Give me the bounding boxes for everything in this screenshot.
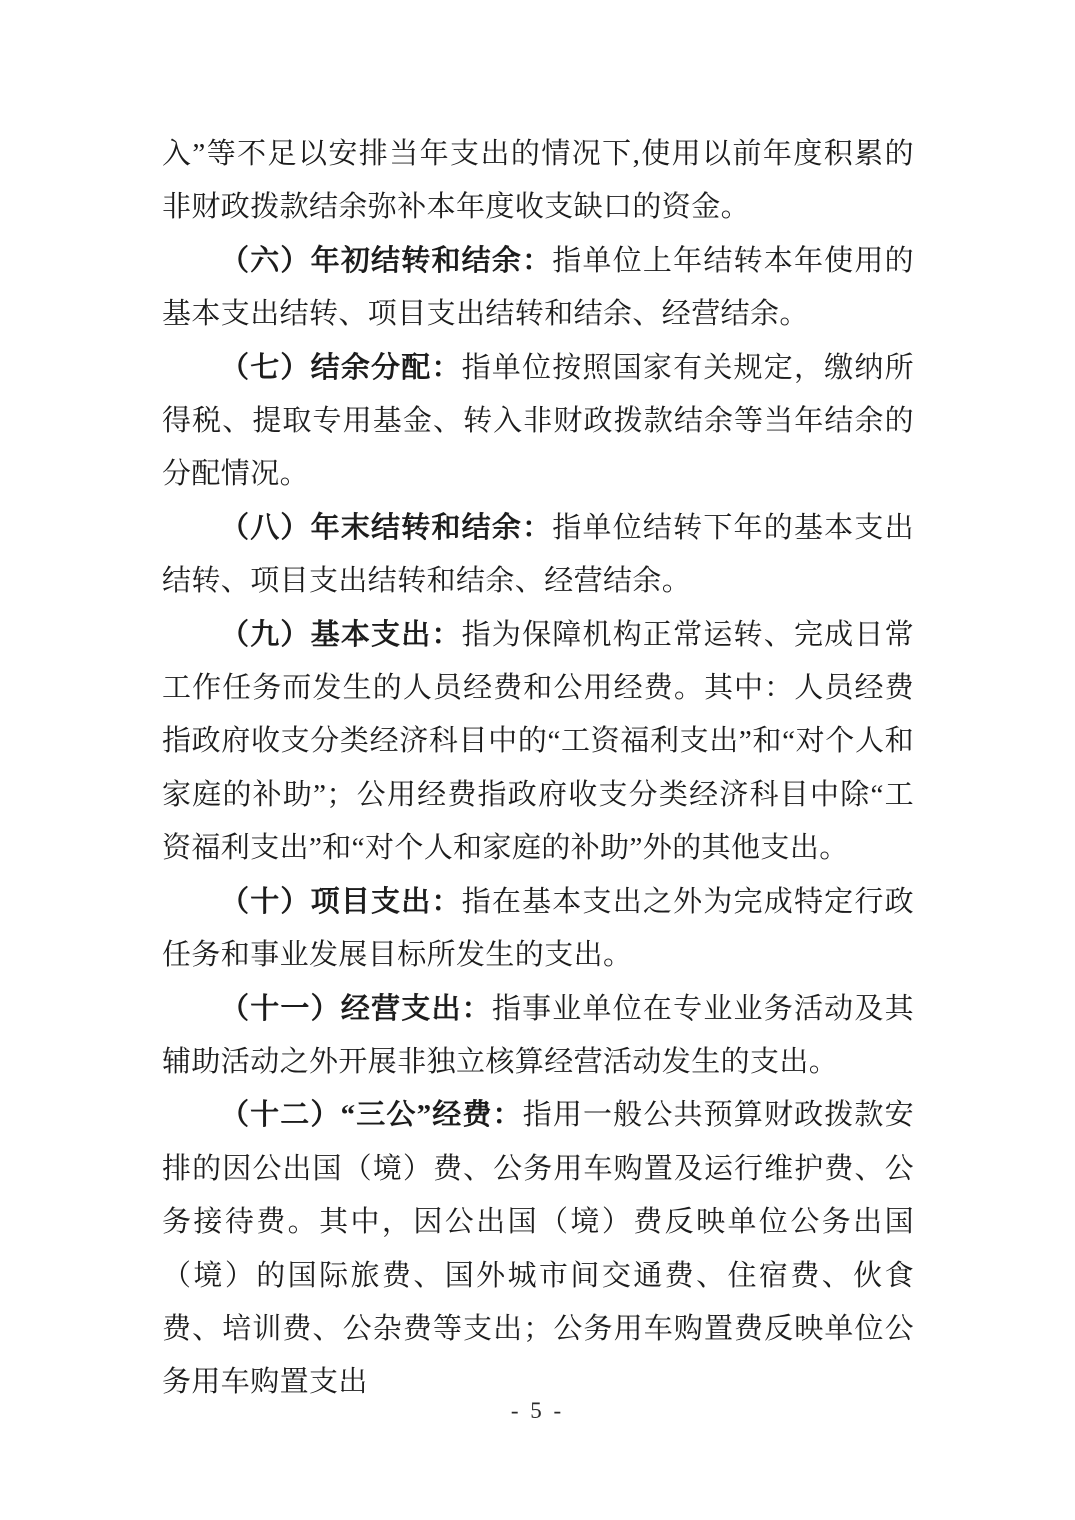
page-number: - 5 - [510,1398,565,1423]
paragraph [162,983,914,1090]
paragraph-text: 指单位结转下年的基本支出结转、项目支出结转和结余、经营结余。 [162,511,914,598]
paragraph-label: （八）年末结转和结余： [220,511,553,544]
paragraph-label: （七）结余分配： [220,351,462,384]
paragraph-text: 指在基本支出之外为完成特定行政任务和事业发展目标所发生的支出。 [162,885,914,972]
paragraph-text: 指用一般公共预算财政拨款安排的因公出国（境）费、公务用车购置及运行维护费、公务接待费。其中，因公出国（境）费反映单位公务出国（境）的国际旅费、国外城市间交通费、住宿费、伙食费、培训费、公杂费等支出；公务用车购置费反映单位公务用车购置支出 [162,1099,914,1399]
paragraph [162,235,914,342]
paragraph-text: 指单位上年结转本年使用的基本支出结转、项目支出结转和结余、经营结余。 [162,244,914,331]
paragraph-text: 入”等不足以安排当年支出的情况下,使用以前年度积累的非财政拨款结余弥补本年度收支缺口的资金。 [162,138,914,224]
paragraph [162,128,914,235]
paragraph-label: （九）基本支出： [220,618,462,651]
paragraph-label: （十）项目支出： [220,885,462,918]
paragraph-label: （六）年初结转和结余： [220,244,553,277]
paragraph [162,342,914,502]
paragraph-label: （十二）“三公”经费： [220,1099,523,1132]
paragraph [162,1089,914,1409]
paragraph [162,876,914,983]
document-body [162,128,914,1410]
paragraph-text: 指单位按照国家有关规定，缴纳所得税、提取专用基金、转入非财政拨款结余等当年结余的分配情况。 [162,351,914,491]
paragraph-text: 指事业单位在专业业务活动及其辅助活动之外开展非独立核算经营活动发生的支出。 [162,992,914,1078]
paragraph [162,502,914,609]
paragraph-text: 指为保障机构正常运转、完成日常工作任务而发生的人员经费和公用经费。其中：人员经费指政府收支分类经济科目中的“工资福利支出”和“对个人和家庭的补助”；公用经费指政府收支分类经济科目中除“工资福利支出”和“对个人和家庭的补助”外的其他支出。 [162,618,914,865]
paragraph [162,609,914,876]
paragraph-label: （十一）经营支出： [220,992,492,1025]
